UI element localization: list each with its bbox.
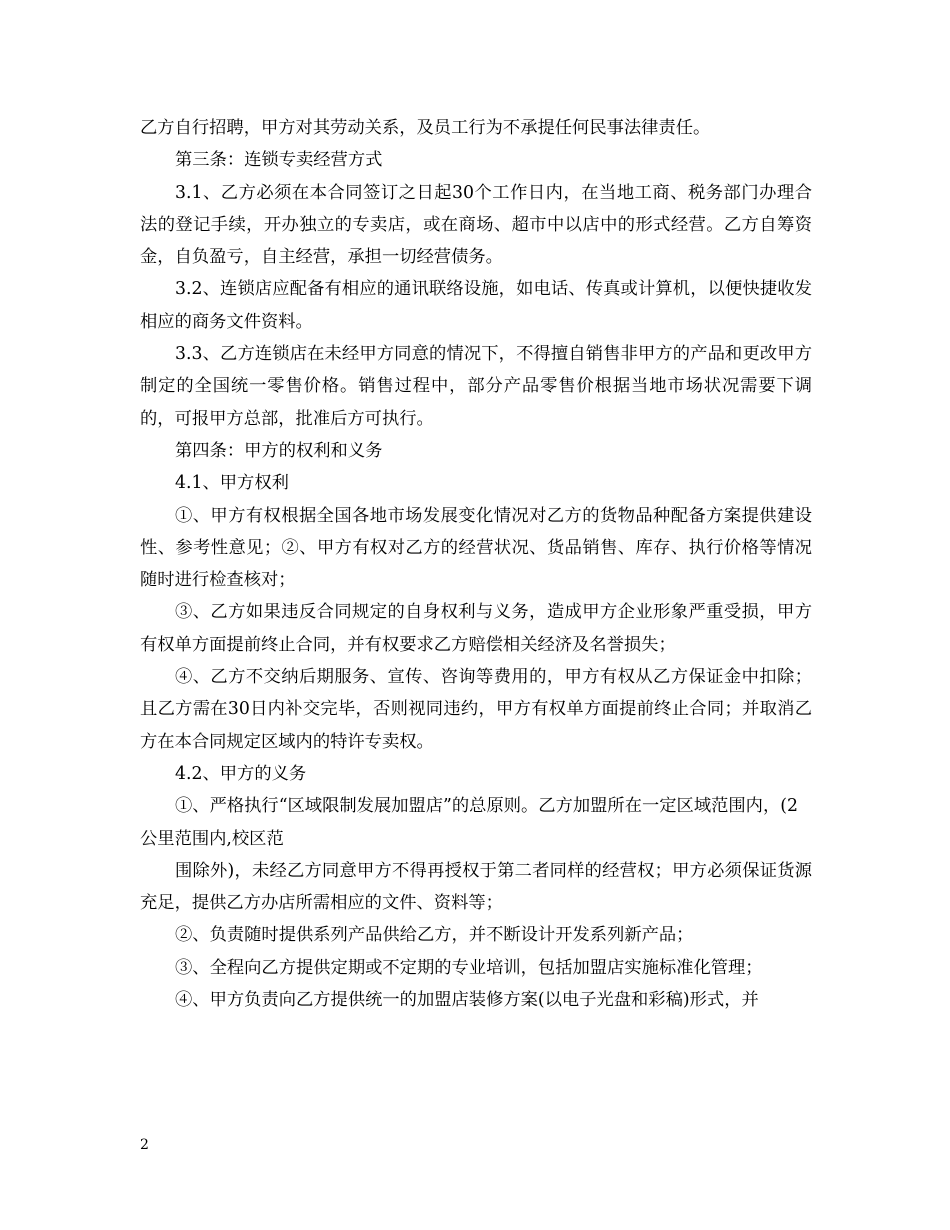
subsection-heading-4-2: 4.2、甲方的义务 bbox=[175, 763, 307, 784]
clause-3-3: 3.3、乙方连锁店在未经甲方同意的情况下，不得擅自销售非甲方的产品和更改甲方制定的全国统一零售价格。销售过程中，部分产品零售价根据当地市场状况需要下调的，可报甲方总部，批准后方可执行。 bbox=[140, 344, 812, 429]
clause-4-2-item-1-part-1: ①、严格执行“区域限制发展加盟店”的总原则。乙方加盟所在一定区域范围内，(2公里范围内,校区范 bbox=[140, 796, 798, 849]
clause-4-2-item-1-part-2: 围除外)，未经乙方同意甲方不得再授权于第二者同样的经营权；甲方必须保证货源充足，提供乙方办店所需相应的文件、资料等； bbox=[140, 860, 812, 914]
section-heading-article-3: 第三条：连锁专卖经营方式 bbox=[175, 150, 383, 171]
clause-4-2-item-2: ②、负责随时提供系列产品供给乙方，并不断设计开发系列新产品； bbox=[175, 925, 694, 946]
clause-4-2-item-3: ③、全程向乙方提供定期或不定期的专业培训，包括加盟店实施标准化管理； bbox=[175, 957, 763, 978]
clause-4-1-item-4: ④、乙方不交纳后期服务、宣传、咨询等费用的，甲方有权从乙方保证金中扣除；且乙方需在30日内补交完毕，否则视同违约，甲方有权单方面提前终止合同；并取消乙方在本合同规定区域内的特许专卖权。 bbox=[140, 667, 812, 752]
clause-4-1-item-1-2: ①、甲方有权根据全国各地市场发展变化情况对乙方的货物品种配备方案提供建设性、参考性意见；②、甲方有权对乙方的经营状况、货品销售、库存、执行价格等情况随时进行检查核对； bbox=[140, 505, 812, 591]
section-heading-article-4: 第四条：甲方的权利和义务 bbox=[175, 440, 383, 461]
clause-4-2-item-4: ④、甲方负责向乙方提供统一的加盟店装修方案(以电子光盘和彩稿)形式，并 bbox=[175, 990, 759, 1011]
paragraph-employment-liability: 乙方自行招聘，甲方对其劳动关系，及员工行为不承提任何民事法律责任。 bbox=[140, 118, 711, 138]
subsection-heading-4-1: 4.1、甲方权利 bbox=[175, 473, 289, 494]
clause-3-2: 3.2、连锁店应配备有相应的通讯联络设施，如电话、传真或计算机，以便快捷收发相应的商务文件资料。 bbox=[140, 279, 812, 332]
clause-4-1-item-3: ③、乙方如果违反合同规定的自身权利与义务，造成甲方企业形象严重受损，甲方有权单方面提前终止合同，并有权要求乙方赔偿相关经济及名誉损失； bbox=[140, 602, 812, 655]
page-number: 2 bbox=[140, 1137, 149, 1153]
clause-3-1: 3.1、乙方必须在本合同签订之日起30个工作日内，在当地工商、税务部门办理合法的登记手续，开办独立的专卖店，或在商场、超市中以店中的形式经营。乙方自筹资金，自负盈亏，自主经营，承担一切经营债务。 bbox=[140, 182, 812, 268]
document-body bbox=[140, 112, 812, 1016]
